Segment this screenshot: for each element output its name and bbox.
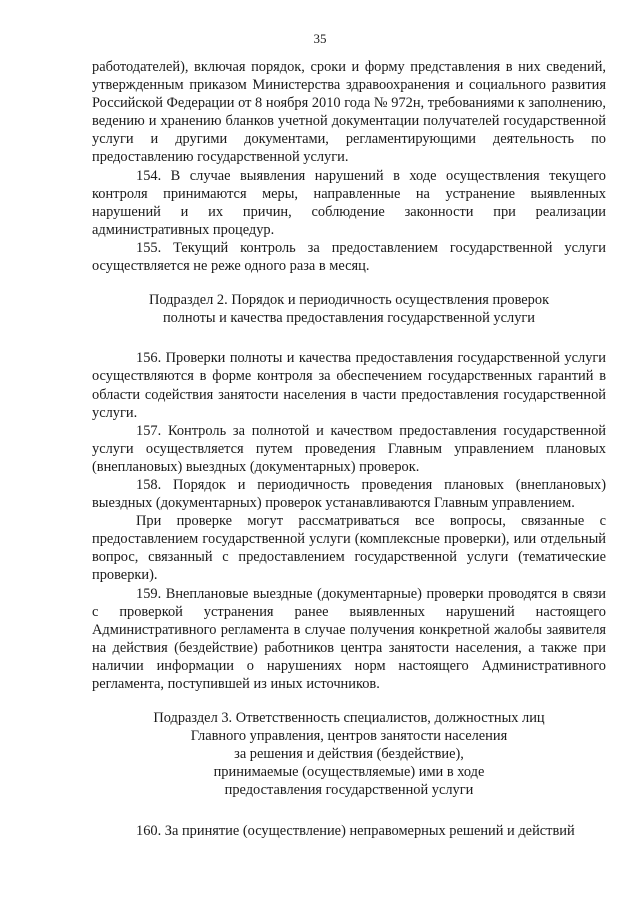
paragraph-157: 157. Контроль за полнотой и качеством предоставления государственной услуги осуществляется путем проведения Главным управлением плановых (внеплановых) выездных (документарных) проверок. bbox=[92, 422, 606, 475]
subsection-2-line-1: Подраздел 2. Порядок и периодичность осуществления проверок bbox=[148, 292, 550, 309]
paragraph-155: 155. Текущий контроль за предоставлением государственной услуги осуществляется не реже одного раза в месяц. bbox=[92, 239, 606, 275]
subsection-2-line-2: полноты и качества предоставления государственной услуги bbox=[162, 310, 535, 327]
subsection-3-line-1: Подраздел 3. Ответственность специалистов, должностных лиц bbox=[153, 710, 545, 727]
paragraph-continued: работодателей), включая порядок, сроки и форму представления в них сведений, утвержденным приказом Министерства здравоохранения и социального развития Российской Федерации от 8 ноября 2010 года № 972н, требованиями к заполнению, ведению и хранению бланков учетной документации получателей государственной услуги и другими документами, регламентирующими деятельность по предоставлению государственной услуги. bbox=[92, 59, 606, 166]
subsection-3-line-3: за решения и действия (бездействие), bbox=[234, 746, 464, 763]
subsection-2-heading bbox=[92, 291, 606, 327]
paragraph-156: 156. Проверки полноты и качества предоставления государственной услуги осуществляются в форме контроля за обеспечением государственных гарантий в области содействия занятости населения в части предоставления государственной услуги. bbox=[92, 350, 606, 421]
paragraph-160: 160. За принятие (осуществление) неправомерных решений и действий bbox=[136, 822, 575, 839]
paragraph-154: 154. В случае выявления нарушений в ходе осуществления текущего контроля принимаются меры, направленные на устранение выявленных нарушений и их причин, соблюдение законности при реализации административных процедур. bbox=[92, 167, 606, 238]
paragraph-158: 158. Порядок и периодичность проведения плановых (внеплановых) выездных (документарных) проверок устанавливаются Главным управлением. bbox=[92, 476, 606, 512]
page-number: 35 bbox=[313, 31, 327, 46]
paragraph-159: 159. Внеплановые выездные (документарные) проверки проводятся в связи с проверкой устранения ранее выявленных нарушений настоящего Административного регламента в случае получения конкретной жалобы заявителя на действия (бездействие) работников центра занятости населения, а также при наличии информации о нарушениях норм настоящего Административного регламента, поступившей из иных источников. bbox=[92, 585, 606, 692]
subsection-3-heading bbox=[92, 709, 606, 799]
subsection-3-line-4: принимаемые (осуществляемые) ими в ходе bbox=[213, 764, 485, 781]
subsection-3-line-5: предоставления государственной услуги bbox=[224, 782, 474, 799]
paragraph-158-continued: При проверке могут рассматриваться все вопросы, связанные с предоставлением государственной услуги (комплексные проверки), или отдельный вопрос, связанный с предоставлением государственной услуги (тематические проверки). bbox=[92, 513, 606, 584]
document-body bbox=[92, 58, 606, 840]
subsection-3-line-2: Главного управления, центров занятости населения bbox=[190, 728, 508, 745]
